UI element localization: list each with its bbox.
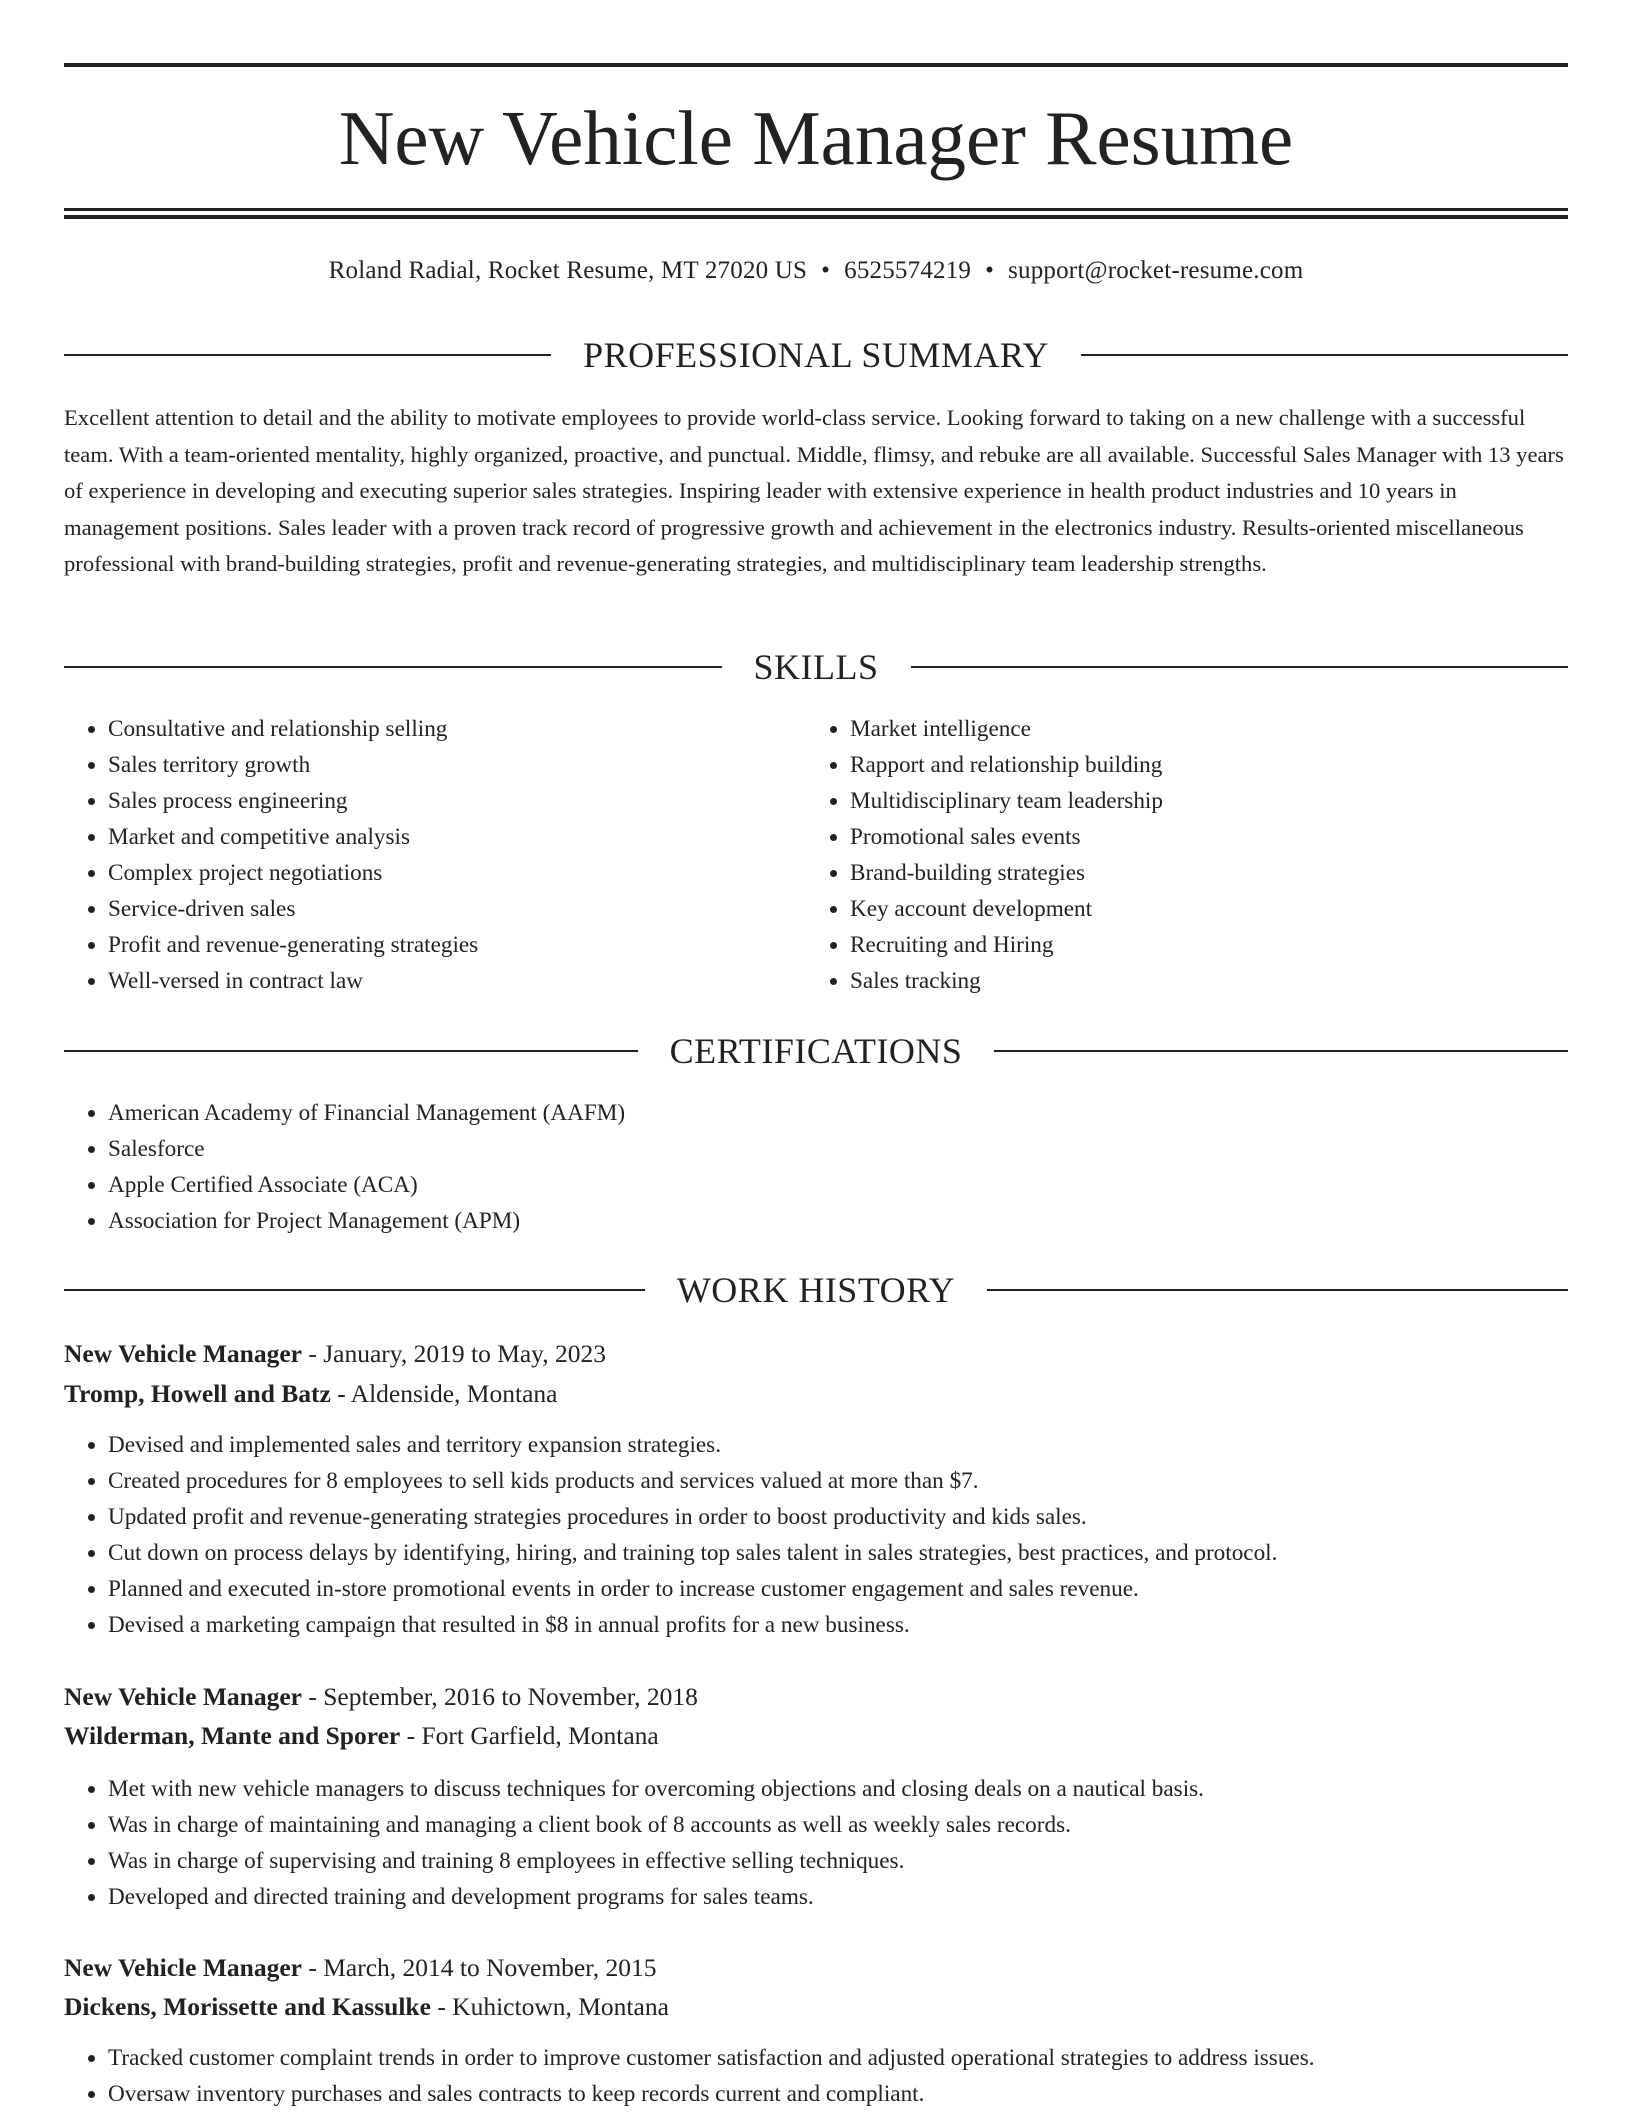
work-history-heading-label: WORK HISTORY bbox=[676, 1270, 956, 1310]
job-company: Wilderman, Mante and Sporer bbox=[64, 1721, 401, 1750]
skill-item: • Recruiting and Hiring bbox=[850, 927, 1546, 963]
skill-item: • Sales process engineering bbox=[108, 783, 804, 819]
skill-item: • Key account development bbox=[850, 891, 1546, 927]
job-bullet-list bbox=[64, 1771, 1568, 1915]
job-role: New Vehicle Manager bbox=[64, 1953, 302, 1982]
skills-right-column bbox=[806, 711, 1546, 999]
skill-item: • Brand-building strategies bbox=[850, 855, 1546, 891]
job-role-line bbox=[64, 1334, 1568, 1374]
heading-rule bbox=[911, 666, 1569, 668]
contact-address: Roland Radial, Rocket Resume, MT 27020 US bbox=[328, 257, 808, 284]
job-bullet: • Tracked customer complaint trends in order to improve customer satisfaction and adjusted operational strategies to address issues. bbox=[108, 2040, 1568, 2076]
heading-rule bbox=[64, 666, 722, 668]
job-company-line bbox=[64, 1987, 1568, 2027]
certifications-heading bbox=[64, 1029, 1568, 1073]
job-role-line bbox=[64, 1948, 1568, 1988]
skill-item: • Complex project negotiations bbox=[108, 855, 804, 891]
job-company-line bbox=[64, 1716, 1568, 1756]
job-location: - Aldenside, Montana bbox=[330, 1379, 558, 1408]
summary-text: Excellent attention to detail and the ability to motivate employees to provide world-class service. Looking forward to taking on a new challenge with a successful team. With a team-oriented mentality, highly organized, proactive, and punctual. Middle, flimsy, and rebuke are all available. Successful Sales Manager with 13 years of experience in developing and executing superior sales strategies. Inspiring leader with extensive experience in health product industries and 10 years in management positions. Sales leader with a proven track record of progressive growth and achievement in the electronics industry. Results-oriented miscellaneous professional with brand-building strategies, profit and revenue-generating strategies, and multidisciplinary team leadership strengths. bbox=[64, 405, 1564, 576]
summary-heading-label: PROFESSIONAL SUMMARY bbox=[583, 335, 1049, 375]
skill-item: • Rapport and relationship building bbox=[850, 747, 1546, 783]
job-bullet-list bbox=[64, 1427, 1568, 1643]
job-bullet: • Was in charge of maintaining and managing a client book of 8 accounts as well as weekly sales records. bbox=[108, 1807, 1568, 1843]
skill-item: • Consultative and relationship selling bbox=[108, 711, 804, 747]
job-bullet: • Created procedures for 8 employees to sell kids products and services valued at more than $7. bbox=[108, 1463, 1568, 1499]
contact-email: support@rocket-resume.com bbox=[1008, 257, 1304, 284]
skill-item: • Market intelligence bbox=[850, 711, 1546, 747]
top-rule bbox=[64, 63, 1568, 67]
skill-item: • Promotional sales events bbox=[850, 819, 1546, 855]
heading-rule bbox=[994, 1050, 1568, 1052]
contact-separator: • bbox=[821, 257, 831, 284]
job-bullet: • Devised a marketing campaign that resulted in $8 in annual profits for a new business. bbox=[108, 1607, 1568, 1643]
certifications-heading-label: CERTIFICATIONS bbox=[669, 1031, 963, 1071]
resume-title: New Vehicle Manager Resume bbox=[338, 95, 1294, 181]
job-role-line bbox=[64, 1677, 1568, 1717]
job-dates: - March, 2014 to November, 2015 bbox=[301, 1953, 657, 1982]
certification-item: • Apple Certified Associate (ACA) bbox=[108, 1167, 1568, 1203]
skills-right-list bbox=[806, 711, 1546, 999]
job-bullet: • Updated profit and revenue-generating strategies procedures in order to boost productivity and kids sales. bbox=[108, 1499, 1568, 1535]
skills-heading bbox=[64, 645, 1568, 689]
certification-item: • Association for Project Management (APM) bbox=[108, 1203, 1568, 1239]
job-company: Tromp, Howell and Batz bbox=[64, 1379, 331, 1408]
job-bullets bbox=[64, 1427, 1568, 1643]
job-bullet: • Met with new vehicle managers to discuss techniques for overcoming objections and closing deals on a nautical basis. bbox=[108, 1771, 1568, 1807]
skills-left-column bbox=[64, 711, 804, 999]
title-double-rule bbox=[64, 208, 1568, 219]
contact-phone: 6525574219 bbox=[844, 257, 972, 284]
job-bullet: • Planned and executed in-store promotional events in order to increase customer engagement and sales revenue. bbox=[108, 1571, 1568, 1607]
job-dates: - September, 2016 to November, 2018 bbox=[301, 1682, 698, 1711]
skill-item: • Market and competitive analysis bbox=[108, 819, 804, 855]
job-bullet: • Developed and directed training and development programs for sales teams. bbox=[108, 1879, 1568, 1915]
heading-rule bbox=[987, 1289, 1568, 1291]
certifications-list-wrap bbox=[64, 1095, 1568, 1239]
job-bullet: • Cut down on process delays by identifying, hiring, and training top sales talent in sales strategies, best practices, and protocol. bbox=[108, 1535, 1568, 1571]
job-location: - Fort Garfield, Montana bbox=[400, 1721, 659, 1750]
job-location: - Kuhictown, Montana bbox=[430, 1992, 669, 2021]
skill-item: • Sales territory growth bbox=[108, 747, 804, 783]
skill-item: • Profit and revenue-generating strategies bbox=[108, 927, 804, 963]
contact-line bbox=[64, 255, 1568, 287]
job-bullet-list bbox=[64, 2040, 1568, 2112]
skill-item: • Sales tracking bbox=[850, 963, 1546, 999]
heading-rule bbox=[64, 1050, 638, 1052]
skills-heading-label: SKILLS bbox=[753, 647, 879, 687]
job-role: New Vehicle Manager bbox=[64, 1339, 302, 1368]
job-bullets bbox=[64, 1771, 1568, 1915]
heading-rule bbox=[1081, 354, 1568, 356]
certifications-list bbox=[64, 1095, 1568, 1239]
job-dates: - January, 2019 to May, 2023 bbox=[301, 1339, 607, 1368]
certification-item: • Salesforce bbox=[108, 1131, 1568, 1167]
skill-item: • Multidisciplinary team leadership bbox=[850, 783, 1546, 819]
skill-item: • Service-driven sales bbox=[108, 891, 804, 927]
skills-left-list bbox=[64, 711, 804, 999]
contact-separator: • bbox=[985, 257, 995, 284]
certification-item: • American Academy of Financial Management (AAFM) bbox=[108, 1095, 1568, 1131]
job-company-line bbox=[64, 1374, 1568, 1414]
job-bullet: • Was in charge of supervising and training 8 employees in effective selling techniques. bbox=[108, 1843, 1568, 1879]
heading-rule bbox=[64, 1289, 645, 1291]
job-bullet: • Oversaw inventory purchases and sales contracts to keep records current and compliant. bbox=[108, 2076, 1568, 2112]
heading-rule bbox=[64, 354, 551, 356]
summary-heading bbox=[64, 333, 1568, 377]
job-role: New Vehicle Manager bbox=[64, 1682, 302, 1711]
job-bullets bbox=[64, 2040, 1568, 2112]
skill-item: • Well-versed in contract law bbox=[108, 963, 804, 999]
job-company: Dickens, Morissette and Kassulke bbox=[64, 1992, 431, 2021]
work-history-heading bbox=[64, 1268, 1568, 1312]
job-bullet: • Devised and implemented sales and territory expansion strategies. bbox=[108, 1427, 1568, 1463]
